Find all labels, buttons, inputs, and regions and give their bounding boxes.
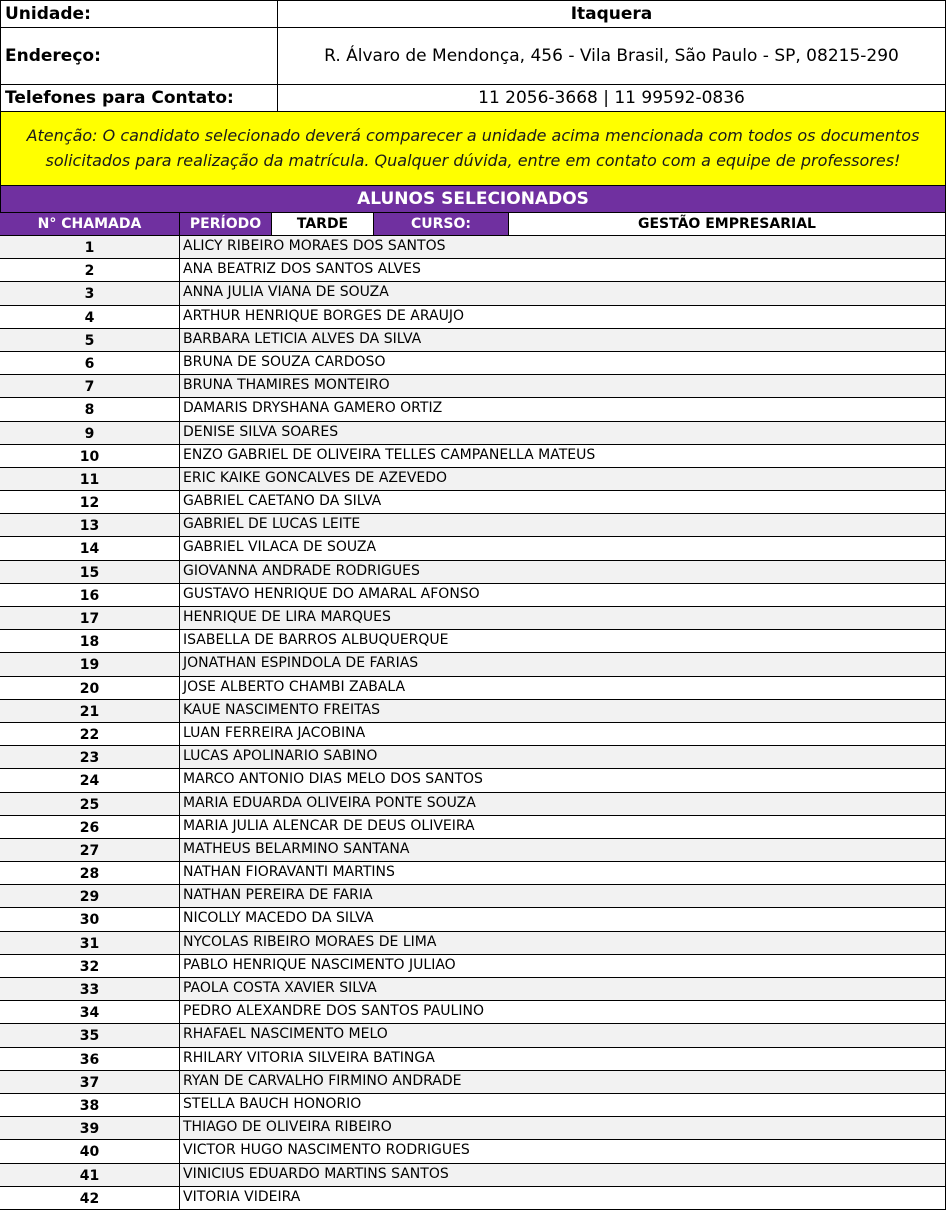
chamada-number: 3 xyxy=(0,282,180,304)
table-row xyxy=(0,352,946,375)
chamada-number: 2 xyxy=(0,259,180,281)
chamada-number: 19 xyxy=(0,653,180,675)
student-name: GABRIEL CAETANO DA SILVA xyxy=(180,491,946,513)
student-name: MARIA JULIA ALENCAR DE DEUS OLIVEIRA xyxy=(180,816,946,838)
chamada-number: 6 xyxy=(0,352,180,374)
student-name: NICOLLY MACEDO DA SILVA xyxy=(180,908,946,930)
student-name: ISABELLA DE BARROS ALBUQUERQUE xyxy=(180,630,946,652)
chamada-number: 16 xyxy=(0,584,180,606)
chamada-number: 39 xyxy=(0,1117,180,1139)
chamada-number: 27 xyxy=(0,839,180,861)
table-row xyxy=(0,1071,946,1094)
table-row xyxy=(0,793,946,816)
chamada-number: 37 xyxy=(0,1071,180,1093)
chamada-number: 17 xyxy=(0,607,180,629)
chamada-number: 8 xyxy=(0,398,180,420)
chamada-number: 24 xyxy=(0,769,180,791)
table-row xyxy=(0,885,946,908)
telefones-row xyxy=(1,85,946,112)
student-name: LUAN FERREIRA JACOBINA xyxy=(180,723,946,745)
student-name: JOSE ALBERTO CHAMBI ZABALA xyxy=(180,677,946,699)
student-name: ANA BEATRIZ DOS SANTOS ALVES xyxy=(180,259,946,281)
table-row xyxy=(0,746,946,769)
table-row xyxy=(0,468,946,491)
chamada-number: 36 xyxy=(0,1048,180,1070)
table-row xyxy=(0,1140,946,1163)
chamada-number: 41 xyxy=(0,1164,180,1186)
chamada-number: 42 xyxy=(0,1187,180,1209)
chamada-number: 28 xyxy=(0,862,180,884)
student-name: PEDRO ALEXANDRE DOS SANTOS PAULINO xyxy=(180,1001,946,1023)
chamada-number: 10 xyxy=(0,445,180,467)
student-name: NATHAN FIORAVANTI MARTINS xyxy=(180,862,946,884)
student-name: ANNA JULIA VIANA DE SOUZA xyxy=(180,282,946,304)
student-name: NYCOLAS RIBEIRO MORAES DE LIMA xyxy=(180,932,946,954)
chamada-number: 40 xyxy=(0,1140,180,1162)
table-row xyxy=(0,607,946,630)
table-row xyxy=(0,723,946,746)
table-row xyxy=(0,306,946,329)
unit-info-table xyxy=(0,0,946,112)
table-row xyxy=(0,700,946,723)
chamada-number: 30 xyxy=(0,908,180,930)
student-name: BARBARA LETICIA ALVES DA SILVA xyxy=(180,329,946,351)
student-name: GABRIEL DE LUCAS LEITE xyxy=(180,514,946,536)
chamada-number: 32 xyxy=(0,955,180,977)
table-row xyxy=(0,259,946,282)
student-name: PABLO HENRIQUE NASCIMENTO JULIAO xyxy=(180,955,946,977)
chamada-number: 26 xyxy=(0,816,180,838)
table-row xyxy=(0,375,946,398)
student-name: JONATHAN ESPINDOLA DE FARIAS xyxy=(180,653,946,675)
table-row xyxy=(0,561,946,584)
table-row xyxy=(0,1117,946,1140)
student-name: ARTHUR HENRIQUE BORGES DE ARAUJO xyxy=(180,306,946,328)
table-row xyxy=(0,1048,946,1071)
table-row xyxy=(0,839,946,862)
curso-value: GESTÃO EMPRESARIAL xyxy=(509,213,946,235)
chamada-number: 22 xyxy=(0,723,180,745)
chamada-number: 25 xyxy=(0,793,180,815)
unidade-label: Unidade: xyxy=(1,1,278,28)
chamada-number: 21 xyxy=(0,700,180,722)
unidade-value: Itaquera xyxy=(278,1,946,28)
student-name: LUCAS APOLINARIO SABINO xyxy=(180,746,946,768)
chamada-number: 35 xyxy=(0,1024,180,1046)
notice-line-1: Atenção: O candidato selecionado deverá comparecer a unidade acima mencionada com todos os documentos xyxy=(26,126,920,145)
table-row xyxy=(0,1164,946,1187)
table-row xyxy=(0,236,946,259)
chamada-number: 11 xyxy=(0,468,180,490)
table-row xyxy=(0,630,946,653)
list-header-row xyxy=(0,213,946,236)
endereco-row xyxy=(1,28,946,85)
student-name: ERIC KAIKE GONCALVES DE AZEVEDO xyxy=(180,468,946,490)
table-row xyxy=(0,282,946,305)
periodo-label: PERÍODO xyxy=(180,213,272,235)
table-row xyxy=(0,932,946,955)
table-row xyxy=(0,537,946,560)
student-name: NATHAN PEREIRA DE FARIA xyxy=(180,885,946,907)
table-row xyxy=(0,816,946,839)
chamada-number: 34 xyxy=(0,1001,180,1023)
student-name: GUSTAVO HENRIQUE DO AMARAL AFONSO xyxy=(180,584,946,606)
table-row xyxy=(0,978,946,1001)
table-row xyxy=(0,422,946,445)
table-row xyxy=(0,398,946,421)
chamada-number: 23 xyxy=(0,746,180,768)
table-row xyxy=(0,1094,946,1117)
chamada-number: 29 xyxy=(0,885,180,907)
chamada-number: 9 xyxy=(0,422,180,444)
chamada-number: 1 xyxy=(0,236,180,258)
chamada-number: 4 xyxy=(0,306,180,328)
chamada-number: 7 xyxy=(0,375,180,397)
student-name: STELLA BAUCH HONORIO xyxy=(180,1094,946,1116)
student-name: MATHEUS BELARMINO SANTANA xyxy=(180,839,946,861)
endereco-label: Endereço: xyxy=(1,28,278,85)
student-name: ALICY RIBEIRO MORAES DOS SANTOS xyxy=(180,236,946,258)
notice-line-2: solicitados para realização da matrícula. Qualquer dúvida, entre em contato com a equipe de professores! xyxy=(45,151,901,170)
chamada-number: 38 xyxy=(0,1094,180,1116)
chamada-number: 13 xyxy=(0,514,180,536)
chamada-number: 20 xyxy=(0,677,180,699)
student-name: ENZO GABRIEL DE OLIVEIRA TELLES CAMPANELLA MATEUS xyxy=(180,445,946,467)
curso-label: CURSO: xyxy=(374,213,509,235)
student-name: THIAGO DE OLIVEIRA RIBEIRO xyxy=(180,1117,946,1139)
student-name: VITORIA VIDEIRA xyxy=(180,1187,946,1209)
student-name: DENISE SILVA SOARES xyxy=(180,422,946,444)
table-row xyxy=(0,1187,946,1210)
attention-notice xyxy=(0,112,946,186)
student-name: MARCO ANTONIO DIAS MELO DOS SANTOS xyxy=(180,769,946,791)
student-name: GIOVANNA ANDRADE RODRIGUES xyxy=(180,561,946,583)
telefones-value: 11 2056-3668 | 11 99592-0836 xyxy=(278,85,946,112)
students-list xyxy=(0,236,946,1210)
student-name: VICTOR HUGO NASCIMENTO RODRIGUES xyxy=(180,1140,946,1162)
endereco-value: R. Álvaro de Mendonça, 456 - Vila Brasil, São Paulo - SP, 08215-290 xyxy=(278,28,946,85)
table-row xyxy=(0,769,946,792)
student-name: MARIA EDUARDA OLIVEIRA PONTE SOUZA xyxy=(180,793,946,815)
table-row xyxy=(0,955,946,978)
student-name: DAMARIS DRYSHANA GAMERO ORTIZ xyxy=(180,398,946,420)
chamada-number: 31 xyxy=(0,932,180,954)
chamada-number: 33 xyxy=(0,978,180,1000)
student-name: RHILARY VITORIA SILVEIRA BATINGA xyxy=(180,1048,946,1070)
student-name: RHAFAEL NASCIMENTO MELO xyxy=(180,1024,946,1046)
student-name: PAOLA COSTA XAVIER SILVA xyxy=(180,978,946,1000)
chamada-number: 18 xyxy=(0,630,180,652)
table-row xyxy=(0,862,946,885)
student-name: KAUE NASCIMENTO FREITAS xyxy=(180,700,946,722)
student-name: HENRIQUE DE LIRA MARQUES xyxy=(180,607,946,629)
telefones-label: Telefones para Contato: xyxy=(1,85,278,112)
student-name: BRUNA THAMIRES MONTEIRO xyxy=(180,375,946,397)
table-row xyxy=(0,491,946,514)
periodo-value: TARDE xyxy=(272,213,374,235)
chamada-number: 14 xyxy=(0,537,180,559)
chamada-number: 5 xyxy=(0,329,180,351)
table-row xyxy=(0,584,946,607)
table-row xyxy=(0,1001,946,1024)
table-row xyxy=(0,653,946,676)
table-row xyxy=(0,908,946,931)
student-name: GABRIEL VILACA DE SOUZA xyxy=(180,537,946,559)
chamada-number: 15 xyxy=(0,561,180,583)
student-name: RYAN DE CARVALHO FIRMINO ANDRADE xyxy=(180,1071,946,1093)
table-row xyxy=(0,329,946,352)
student-name: BRUNA DE SOUZA CARDOSO xyxy=(180,352,946,374)
table-row xyxy=(0,445,946,468)
student-name: VINICIUS EDUARDO MARTINS SANTOS xyxy=(180,1164,946,1186)
chamada-number: 12 xyxy=(0,491,180,513)
col-chamada-header: N° CHAMADA xyxy=(0,213,180,235)
table-row xyxy=(0,1024,946,1047)
list-title: ALUNOS SELECIONADOS xyxy=(0,186,946,213)
table-row xyxy=(0,677,946,700)
table-row xyxy=(0,514,946,537)
unidade-row xyxy=(1,1,946,28)
